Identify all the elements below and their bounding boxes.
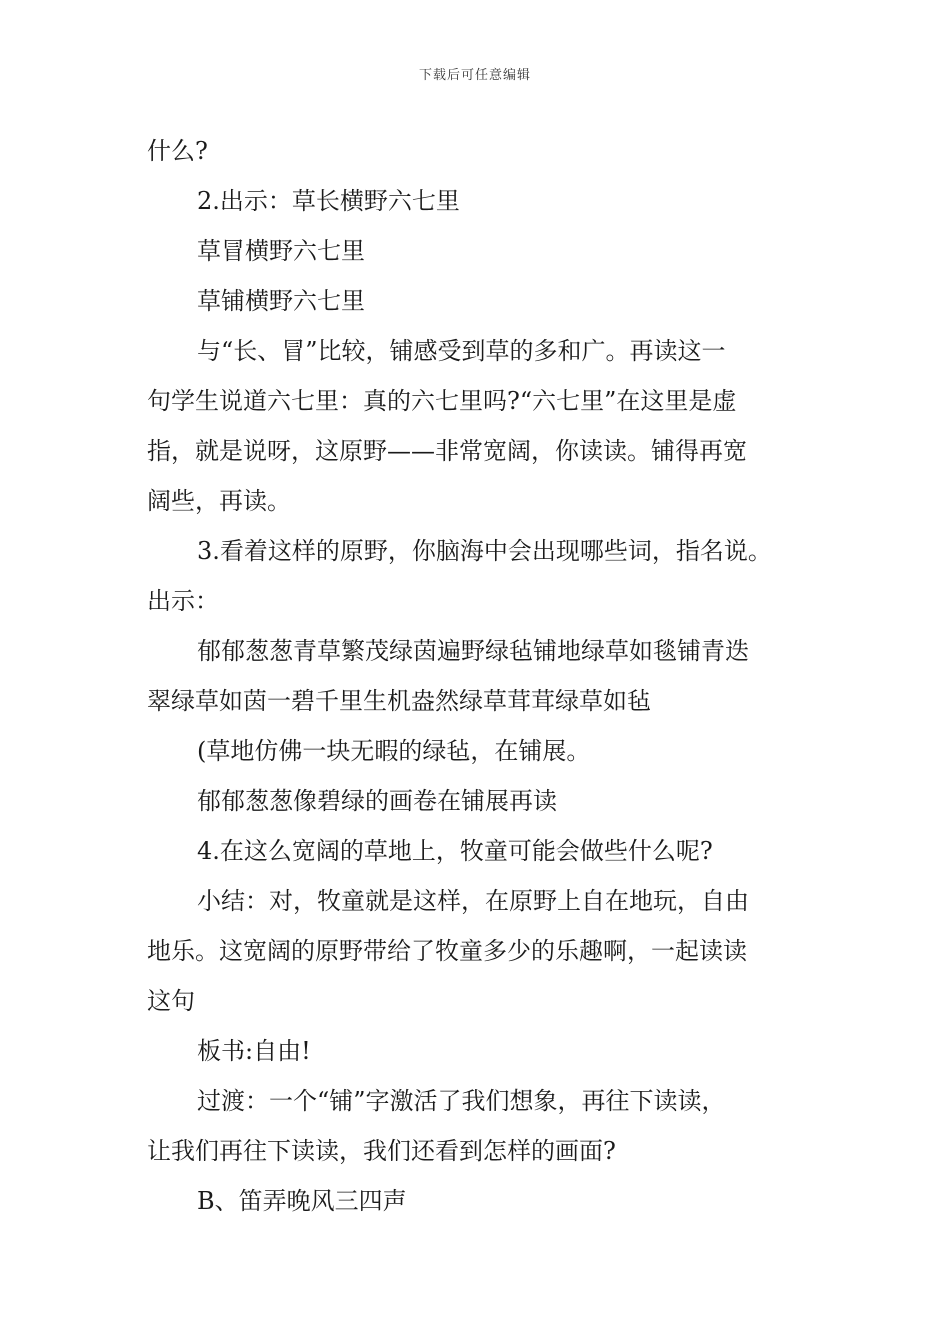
text-line: 3.看着这样的原野，你脑海中会出现哪些词，指名说。 bbox=[197, 537, 772, 565]
text-line: 与“长、冒”比较，铺感受到草的多和广。再读这一 bbox=[197, 337, 726, 365]
text-line: B、笛弄晚风三四声 bbox=[197, 1187, 407, 1215]
document-body bbox=[147, 126, 812, 1226]
text-line: 小结：对，牧童就是这样，在原野上自在地玩，自由 bbox=[197, 887, 749, 915]
text-line: 翠绿草如茵一碧千里生机盎然绿草茸茸绿草如毡 bbox=[147, 687, 651, 715]
text-line: (草地仿佛一块无暇的绿毡，在铺展。 bbox=[197, 737, 591, 765]
text-line: 指，就是说呀，这原野——非常宽阔，你读读。铺得再宽 bbox=[147, 437, 747, 465]
page-header: 下载后可任意编辑 bbox=[418, 68, 531, 83]
text-line: 句学生说道六七里：真的六七里吗?“六七里”在这里是虚 bbox=[147, 387, 737, 415]
text-line: 让我们再往下读读，我们还看到怎样的画面? bbox=[147, 1137, 616, 1165]
text-line: 过渡：一个“铺”字激活了我们想象，再往下读读， bbox=[197, 1087, 726, 1115]
text-line: 这句 bbox=[147, 987, 195, 1015]
text-line: 草冒横野六七里 bbox=[197, 237, 365, 265]
text-line: 2.出示：草长横野六七里 bbox=[197, 187, 460, 215]
text-line: 什么? bbox=[147, 137, 208, 165]
text-line: 4.在这么宽阔的草地上，牧童可能会做些什么呢? bbox=[197, 837, 713, 865]
text-line: 郁郁葱葱像碧绿的画卷在铺展再读 bbox=[197, 787, 557, 815]
text-line: 板书:自由! bbox=[197, 1037, 311, 1065]
text-line: 出示： bbox=[147, 587, 219, 615]
text-line: 郁郁葱葱青草繁茂绿茵遍野绿毡铺地绿草如毯铺青迭 bbox=[197, 637, 749, 665]
text-line: 阔些，再读。 bbox=[147, 487, 291, 515]
text-line: 草铺横野六七里 bbox=[197, 287, 365, 315]
text-line: 地乐。这宽阔的原野带给了牧童多少的乐趣啊，一起读读 bbox=[147, 937, 747, 965]
